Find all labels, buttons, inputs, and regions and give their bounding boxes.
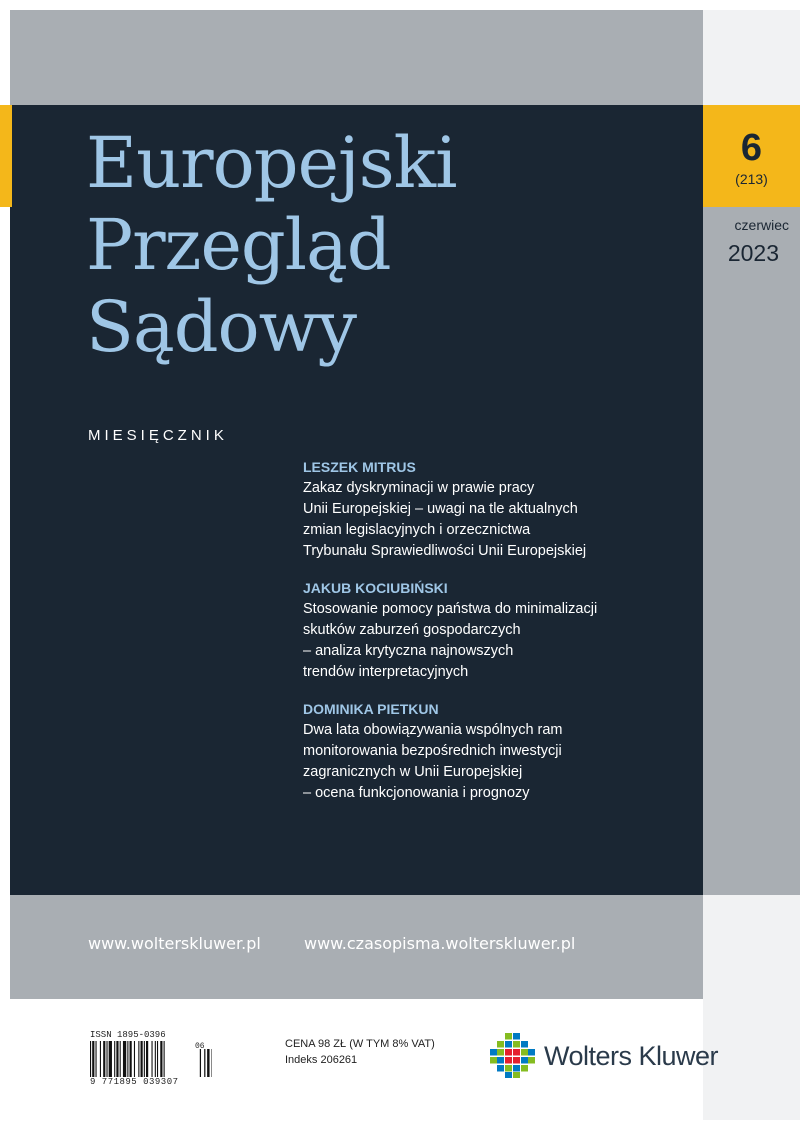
barcode-bar bbox=[116, 1041, 118, 1077]
barcode-bar bbox=[164, 1041, 165, 1077]
logo-square bbox=[513, 1072, 520, 1078]
article-title-line: Zakaz dyskryminacji w prawie pracy bbox=[303, 480, 535, 496]
barcode-bar bbox=[95, 1041, 96, 1077]
barcode-bar bbox=[100, 1041, 101, 1077]
logo-square bbox=[528, 1057, 535, 1064]
index-text: Indeks 206261 bbox=[285, 1054, 358, 1066]
right-gray-strip bbox=[703, 207, 800, 895]
barcode bbox=[90, 1030, 215, 1088]
price-text: CENA 98 ZŁ (W TYM 8% VAT) bbox=[285, 1038, 435, 1050]
barcode-bar bbox=[151, 1041, 152, 1077]
journals-url[interactable]: www.czasopisma.wolterskluwer.pl bbox=[304, 934, 576, 953]
publisher-url[interactable]: www.wolterskluwer.pl bbox=[88, 934, 261, 953]
price-info bbox=[285, 1036, 435, 1068]
barcode-bar bbox=[127, 1041, 128, 1077]
issn-number: ISSN 1895-0396 bbox=[90, 1030, 166, 1040]
logo-square bbox=[521, 1065, 528, 1072]
logo-square bbox=[497, 1041, 504, 1048]
article-entry bbox=[303, 456, 703, 562]
article-title-line: zmian legislacyjnych i orzecznictwa bbox=[303, 522, 531, 538]
barcode-bar bbox=[160, 1041, 162, 1077]
article-title-line: skutków zaburzeń gospodarczych bbox=[303, 622, 521, 638]
article-author: LESZEK MITRUS bbox=[303, 459, 416, 475]
publisher-brand: Wolters Kluwer bbox=[544, 1041, 719, 1071]
logo-square bbox=[505, 1049, 512, 1056]
barcode-bar bbox=[106, 1041, 107, 1077]
barcode-suffix: 06 bbox=[195, 1042, 205, 1051]
article-entry bbox=[303, 698, 703, 804]
logo-square bbox=[513, 1065, 520, 1072]
logo-square bbox=[513, 1033, 520, 1040]
journal-subtitle: MIESIĘCZNIK bbox=[88, 427, 228, 444]
barcode-bar bbox=[204, 1049, 205, 1077]
logo-square bbox=[497, 1057, 504, 1064]
article-entry bbox=[303, 577, 703, 683]
barcode-number: 9 771895 039307 bbox=[90, 1077, 179, 1087]
logo-square bbox=[505, 1033, 512, 1040]
barcode-bar bbox=[146, 1041, 148, 1077]
barcode-bar bbox=[114, 1041, 115, 1077]
logo-square bbox=[513, 1049, 520, 1056]
logo-square bbox=[490, 1057, 497, 1064]
barcode-bar bbox=[134, 1041, 135, 1077]
barcode-bar bbox=[144, 1041, 145, 1077]
article-author: JAKUB KOCIUBIŃSKI bbox=[303, 580, 448, 596]
journal-title-line: Europejski bbox=[86, 122, 457, 204]
logo-square bbox=[505, 1065, 512, 1072]
barcode-bar bbox=[92, 1041, 94, 1077]
wolters-kluwer-logo-icon bbox=[490, 1033, 535, 1078]
issue-number: 6 bbox=[740, 127, 763, 169]
logo-square bbox=[505, 1057, 512, 1064]
logo-square bbox=[505, 1041, 512, 1048]
article-author: DOMINIKA PIETKUN bbox=[303, 701, 439, 717]
article-title-line: Trybunału Sprawiedliwości Unii Europejskiej bbox=[303, 543, 587, 559]
barcode-bar bbox=[155, 1041, 156, 1077]
logo-square bbox=[521, 1041, 528, 1048]
journal-title-line: Przegląd bbox=[86, 204, 391, 286]
article-title-line: Dwa lata obowiązywania wspólnych ram bbox=[303, 722, 563, 738]
article-title-line: Unii Europejskiej – uwagi na tle aktualnych bbox=[303, 501, 578, 517]
logo-square bbox=[513, 1041, 520, 1048]
barcode-bars bbox=[90, 1041, 212, 1077]
issue-month: czerwiec bbox=[734, 217, 789, 233]
barcode-bar bbox=[141, 1041, 143, 1077]
barcode-bar bbox=[120, 1041, 121, 1077]
logo-square bbox=[521, 1057, 528, 1064]
logo-square bbox=[497, 1049, 504, 1056]
logo-square bbox=[497, 1065, 504, 1072]
article-title-line: monitorowania bezpośrednich inwestycji bbox=[303, 743, 562, 759]
logo-square bbox=[505, 1072, 512, 1078]
issue-year: 2023 bbox=[727, 240, 779, 266]
barcode-bar bbox=[103, 1041, 105, 1077]
journal-title-line: Sądowy bbox=[86, 286, 357, 368]
barcode-bar bbox=[207, 1049, 209, 1077]
article-title-line: Stosowanie pomocy państwa do minimalizacji bbox=[303, 601, 598, 617]
barcode-bar bbox=[123, 1041, 126, 1077]
article-title-line: – ocena funkcjonowania i prognozy bbox=[303, 785, 530, 801]
barcode-bar bbox=[130, 1041, 132, 1077]
barcode-bar bbox=[90, 1041, 91, 1077]
barcode-bar bbox=[109, 1041, 112, 1077]
article-title-line: trendów interpretacyjnych bbox=[303, 664, 469, 680]
barcode-bar bbox=[200, 1049, 201, 1077]
yellow-accent-left bbox=[0, 105, 12, 207]
logo-square bbox=[521, 1049, 528, 1056]
journal-title bbox=[86, 122, 456, 368]
logo-square bbox=[490, 1049, 497, 1056]
top-gray-band bbox=[10, 10, 703, 105]
logo-square bbox=[513, 1057, 520, 1064]
barcode-bar bbox=[157, 1041, 158, 1077]
barcode-bar bbox=[138, 1041, 139, 1077]
article-title-line: zagranicznych w Unii Europejskiej bbox=[303, 764, 523, 780]
article-list bbox=[303, 456, 703, 819]
issue-total-number: (213) bbox=[735, 171, 768, 187]
logo-square bbox=[528, 1049, 535, 1056]
article-title-line: – analiza krytyczna najnowszych bbox=[303, 643, 514, 659]
